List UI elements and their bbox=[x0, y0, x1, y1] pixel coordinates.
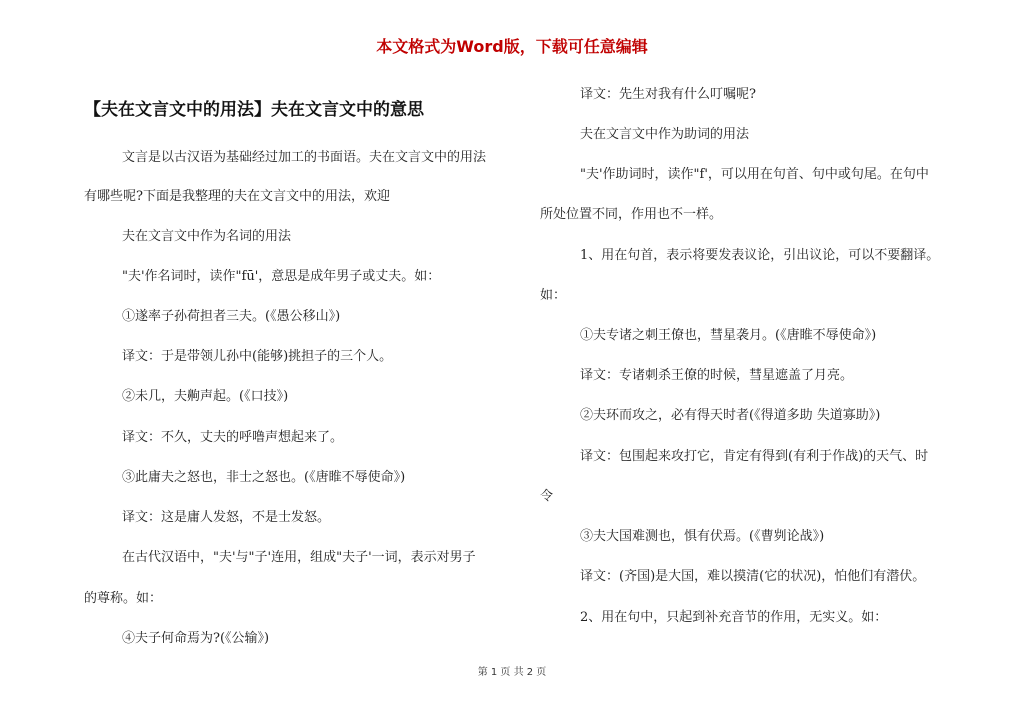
paragraph: "夫'作助词时，读作"f'，可以用在句首、句中或句尾。在句中 bbox=[580, 167, 929, 182]
example-line: ①夫专诸之刺王僚也，彗星袭月。(《唐睢不辱使命》) bbox=[580, 328, 877, 343]
translation-line: 译文：(齐国)是大国，难以摸清(它的状况)，怕他们有潜伏。 bbox=[580, 569, 926, 584]
example-line: ③此庸夫之怒也，非士之怒也。(《唐睢不辱使命》) bbox=[122, 470, 406, 485]
paragraph: 的尊称。如： bbox=[84, 591, 163, 606]
example-line: ③夫大国难测也，惧有伏焉。(《曹刿论战》) bbox=[580, 529, 825, 544]
paragraph: 如： bbox=[540, 288, 567, 303]
translation-line: 译文：先生对我有什么叮嘱呢? bbox=[580, 87, 756, 102]
paragraph: 在古代汉语中，"夫'与"子'连用，组成"夫子'一词，表示对男子 bbox=[122, 550, 476, 565]
example-line: ④夫子何命焉为?(《公输》) bbox=[122, 631, 270, 646]
example-line: ①遂率子孙荷担者三夫。(《愚公移山》) bbox=[122, 309, 341, 324]
paragraph: "夫'作名词时，读作"fū'，意思是成年男子或丈夫。如： bbox=[122, 269, 441, 284]
translation-line: 译文：包围起来攻打它，肯定有得到(有利于作战)的天气、时 bbox=[580, 449, 929, 464]
page-number: 第 1 页 共 2 页 bbox=[477, 667, 547, 678]
translation-line: 译文：不久，丈夫的呼噜声想起来了。 bbox=[122, 430, 344, 445]
translation-line: 译文：于是带领儿孙中(能够)挑担子的三个人。 bbox=[122, 349, 393, 364]
example-line: ②夫环而攻之，必有得天时者(《得道多助 失道寡助》) bbox=[580, 408, 881, 423]
paragraph: 2、用在句中，只起到补充音节的作用，无实义。如： bbox=[580, 610, 888, 625]
paragraph: 1、用在句首，表示将要发表议论，引出议论，可以不要翻译。 bbox=[580, 248, 940, 263]
page-title: 【夫在文言文中的用法】夫在文言文中的意思 bbox=[84, 100, 424, 120]
translation-line: 译文：专诸刺杀王僚的时候，彗星遮盖了月亮。 bbox=[580, 368, 854, 383]
paragraph: 有哪些呢?下面是我整理的夫在文言文中的用法，欢迎 bbox=[84, 189, 390, 204]
example-line: ②未几，夫齁声起。(《口技》) bbox=[122, 389, 289, 404]
section-heading: 夫在文言文中作为名词的用法 bbox=[122, 229, 292, 244]
paragraph: 所处位置不同，作用也不一样。 bbox=[540, 207, 723, 222]
section-heading: 夫在文言文中作为助词的用法 bbox=[580, 127, 750, 142]
translation-line: 令 bbox=[540, 489, 554, 504]
paragraph: 文言是以古汉语为基础经过加工的书面语。夫在文言文中的用法 bbox=[122, 150, 487, 165]
download-banner: 本文格式为Word版，下载可任意编辑 bbox=[376, 37, 648, 56]
translation-line: 译文：这是庸人发怒，不是士发怒。 bbox=[122, 510, 331, 525]
